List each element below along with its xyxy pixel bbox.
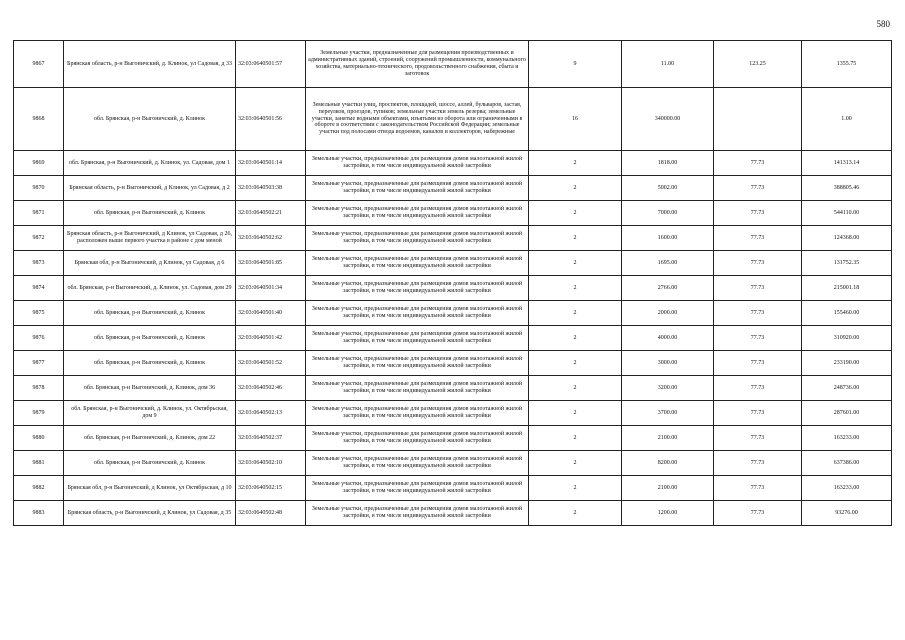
table-row (14, 376, 892, 401)
specific-value-cell: 77.73 (714, 276, 802, 301)
table-row (14, 151, 892, 176)
cadastral-number-cell: 32:03:0640501:56 (236, 88, 306, 151)
address-cell: обл. Брянская, р-н Выгоничский, д. Клинок, дом 22 (64, 426, 236, 451)
area-cell: 4000.00 (622, 326, 714, 351)
group-number-cell: 2 (529, 301, 622, 326)
area-cell: 7000.00 (622, 201, 714, 226)
land-use-cell: Земельные участки, предназначенные для размещения домов малоэтажной жилой застройки, в том числе индивидуальной жилой застройки (306, 151, 529, 176)
group-number-cell: 2 (529, 401, 622, 426)
row-number-cell: 9882 (14, 476, 64, 501)
cadastral-number-cell: 32:03:0640501:14 (236, 151, 306, 176)
row-number-cell: 9868 (14, 88, 64, 151)
cadastral-number-cell: 32:03:0640503:38 (236, 176, 306, 201)
land-use-cell: Земельные участки, предназначенные для размещения домов малоэтажной жилой застройки, в том числе индивидуальной жилой застройки (306, 501, 529, 526)
cadastral-number-cell: 32:03:0640501:52 (236, 351, 306, 376)
address-cell: Брянская область, р-н Выгоничский, д Клинок, ул Садовая, д 26, расположен выше первого участка в районе с дом меной (64, 226, 236, 251)
area-cell: 8200.00 (622, 451, 714, 476)
land-use-cell: Земельные участки, предназначенные для размещения домов малоэтажной жилой застройки, в том числе индивидуальной жилой застройки (306, 301, 529, 326)
cadastral-value-cell: 163233.00 (802, 476, 892, 501)
area-cell: 340000.00 (622, 88, 714, 151)
specific-value-cell: 77.73 (714, 326, 802, 351)
specific-value-cell: 77.73 (714, 401, 802, 426)
cadastral-number-cell: 32:03:0640501:85 (236, 251, 306, 276)
table-row (14, 401, 892, 426)
land-use-cell: Земельные участки, предназначенные для размещения производственных и административных зданий, строений, сооружений промышленности, коммунального хозяйства, материально-технического, продовольственного снабжения, сбыта и заготовок (306, 41, 529, 88)
cadastral-value-cell: 1355.75 (802, 41, 892, 88)
cadastral-value-cell: 233190.00 (802, 351, 892, 376)
specific-value-cell: 77.73 (714, 501, 802, 526)
cadastral-value-cell: 544110.00 (802, 201, 892, 226)
cadastral-number-cell: 32:03:0640502:48 (236, 501, 306, 526)
group-number-cell: 9 (529, 41, 622, 88)
row-number-cell: 9870 (14, 176, 64, 201)
table-row (14, 276, 892, 301)
row-number-cell: 9881 (14, 451, 64, 476)
table-row (14, 501, 892, 526)
specific-value-cell: 77.73 (714, 251, 802, 276)
area-cell: 2100.00 (622, 426, 714, 451)
address-cell: Брянская область, р-н Выгоничский, д Клинок, ул Садовая, д 2 (64, 176, 236, 201)
area-cell: 11.00 (622, 41, 714, 88)
cadastral-value-cell: 1.00 (802, 88, 892, 151)
cadastral-number-cell: 32:03:0640502:46 (236, 376, 306, 401)
row-number-cell: 9869 (14, 151, 64, 176)
table-row (14, 301, 892, 326)
group-number-cell: 2 (529, 226, 622, 251)
cadastral-number-cell: 32:03:0640502:21 (236, 201, 306, 226)
land-use-cell: Земельные участки, предназначенные для размещения домов малоэтажной жилой застройки, в том числе индивидуальной жилой застройки (306, 276, 529, 301)
table-row (14, 351, 892, 376)
specific-value-cell: 77.73 (714, 176, 802, 201)
address-cell: обл. Брянская, р-н Выгоничский, д. Клинок (64, 326, 236, 351)
table-body (14, 41, 892, 526)
row-number-cell: 9879 (14, 401, 64, 426)
address-cell: Брянская обл, р-н Выгоничский, д Клинок, ул Октябрьская, д 10 (64, 476, 236, 501)
cadastral-value-cell: 131752.35 (802, 251, 892, 276)
row-number-cell: 9876 (14, 326, 64, 351)
address-cell: Брянская обл, р-н Выгоничский, д Клинок, ул Садовая, д 6 (64, 251, 236, 276)
cadastral-value-cell: 215001.18 (802, 276, 892, 301)
area-cell: 3000.00 (622, 351, 714, 376)
row-number-cell: 9880 (14, 426, 64, 451)
specific-value-cell: 77.73 (714, 301, 802, 326)
table-row (14, 176, 892, 201)
table-row (14, 201, 892, 226)
land-use-cell: Земельные участки, предназначенные для размещения домов малоэтажной жилой застройки, в том числе индивидуальной жилой застройки (306, 226, 529, 251)
cadastral-value-table (13, 40, 892, 526)
specific-value-cell: 77.73 (714, 151, 802, 176)
row-number-cell: 9872 (14, 226, 64, 251)
area-cell: 1695.00 (622, 251, 714, 276)
address-cell: обл. Брянская, р-н Выгоничский, д. Клинок (64, 88, 236, 151)
land-use-cell: Земельные участки, предназначенные для размещения домов малоэтажной жилой застройки, в том числе индивидуальной жилой застройки (306, 426, 529, 451)
group-number-cell: 2 (529, 151, 622, 176)
address-cell: обл. Брянская, р-н Выгоничский, д. Клинок, ул. Садовая, дом 29 (64, 276, 236, 301)
group-number-cell: 2 (529, 451, 622, 476)
cadastral-number-cell: 32:03:0640502:13 (236, 401, 306, 426)
specific-value-cell: 77.73 (714, 376, 802, 401)
specific-value-cell (714, 88, 802, 151)
address-cell: обл. Брянская, р-н Выгоничский, д. Клинок (64, 201, 236, 226)
cadastral-value-cell: 388805.46 (802, 176, 892, 201)
area-cell: 3700.00 (622, 401, 714, 426)
cadastral-number-cell: 32:03:0640502:10 (236, 451, 306, 476)
address-cell: Брянская область, р-н Выгоничский, д Клинок, ул Садовая, д 35 (64, 501, 236, 526)
cadastral-number-cell: 32:03:0640501:57 (236, 41, 306, 88)
table-row (14, 451, 892, 476)
land-use-cell: Земельные участки, предназначенные для размещения домов малоэтажной жилой застройки, в том числе индивидуальной жилой застройки (306, 176, 529, 201)
address-cell: обл. Брянская, р-н Выгоничский, д. Клинок (64, 451, 236, 476)
group-number-cell: 16 (529, 88, 622, 151)
address-cell: обл. Брянская, р-н Выгоничский, д. Клинок, дом 36 (64, 376, 236, 401)
cadastral-number-cell: 32:03:0640502:15 (236, 476, 306, 501)
group-number-cell: 2 (529, 426, 622, 451)
group-number-cell: 2 (529, 176, 622, 201)
row-number-cell: 9883 (14, 501, 64, 526)
area-cell: 1200.00 (622, 501, 714, 526)
group-number-cell: 2 (529, 501, 622, 526)
land-use-cell: Земельные участки, предназначенные для размещения домов малоэтажной жилой застройки, в том числе индивидуальной жилой застройки (306, 476, 529, 501)
land-use-cell: Земельные участки, предназначенные для размещения домов малоэтажной жилой застройки, в том числе индивидуальной жилой застройки (306, 376, 529, 401)
table-row (14, 251, 892, 276)
specific-value-cell: 77.73 (714, 476, 802, 501)
address-cell: обл. Брянская, р-н Выгоничский, д. Клинок (64, 301, 236, 326)
specific-value-cell: 77.73 (714, 226, 802, 251)
area-cell: 1600.00 (622, 226, 714, 251)
group-number-cell: 2 (529, 476, 622, 501)
area-cell: 1818.00 (622, 151, 714, 176)
specific-value-cell: 77.73 (714, 426, 802, 451)
row-number-cell: 9871 (14, 201, 64, 226)
page-number: 580 (876, 19, 890, 29)
land-use-cell: Земельные участки, предназначенные для размещения домов малоэтажной жилой застройки, в том числе индивидуальной жилой застройки (306, 451, 529, 476)
cadastral-number-cell: 32:03:0640502:37 (236, 426, 306, 451)
cadastral-number-cell: 32:03:0640501:34 (236, 276, 306, 301)
specific-value-cell: 77.73 (714, 451, 802, 476)
group-number-cell: 2 (529, 251, 622, 276)
cadastral-number-cell: 32:03:0640501:40 (236, 301, 306, 326)
cadastral-value-cell: 287601.00 (802, 401, 892, 426)
cadastral-value-cell: 155460.00 (802, 301, 892, 326)
cadastral-value-cell: 637386.00 (802, 451, 892, 476)
cadastral-number-cell: 32:03:0640501:42 (236, 326, 306, 351)
land-use-cell: Земельные участки улиц, проспектов, площадей, шоссе, аллей, бульваров, застав, переулков, проездов, тупиков; земельные участки земель резерва; земельные участки, занятые водными объектами, изъятыми из оборота или ограниченными в обороте в соответствии с законодательством Российской Федерации; земельные участки под полосами отвода водоемов, каналов и коллекторов, набережные (306, 88, 529, 151)
area-cell: 5002.00 (622, 176, 714, 201)
row-number-cell: 9867 (14, 41, 64, 88)
table-row (14, 41, 892, 88)
table-row (14, 226, 892, 251)
cadastral-number-cell: 32:03:0640502:62 (236, 226, 306, 251)
row-number-cell: 9874 (14, 276, 64, 301)
cadastral-value-cell: 124368.00 (802, 226, 892, 251)
group-number-cell: 2 (529, 201, 622, 226)
specific-value-cell: 77.73 (714, 351, 802, 376)
table-row (14, 88, 892, 151)
cadastral-value-cell: 93276.00 (802, 501, 892, 526)
land-use-cell: Земельные участки, предназначенные для размещения домов малоэтажной жилой застройки, в том числе индивидуальной жилой застройки (306, 251, 529, 276)
row-number-cell: 9873 (14, 251, 64, 276)
row-number-cell: 9875 (14, 301, 64, 326)
group-number-cell: 2 (529, 376, 622, 401)
address-cell: Брянская область, р-н Выгоничский, д. Клинок, ул Садовая, д 33 (64, 41, 236, 88)
group-number-cell: 2 (529, 276, 622, 301)
row-number-cell: 9877 (14, 351, 64, 376)
cadastral-value-cell: 248736.00 (802, 376, 892, 401)
address-cell: обл. Брянская, р-н Выгоничский, д. Клинок, ул. Садовая, дом 1 (64, 151, 236, 176)
land-use-cell: Земельные участки, предназначенные для размещения домов малоэтажной жилой застройки, в том числе индивидуальной жилой застройки (306, 401, 529, 426)
area-cell: 3200.00 (622, 376, 714, 401)
table-row (14, 326, 892, 351)
address-cell: обл. Брянская, р-н Выгоничский, д. Клинок, ул. Октябрьская, дом 9 (64, 401, 236, 426)
group-number-cell: 2 (529, 326, 622, 351)
land-use-cell: Земельные участки, предназначенные для размещения домов малоэтажной жилой застройки, в том числе индивидуальной жилой застройки (306, 201, 529, 226)
specific-value-cell: 123.25 (714, 41, 802, 88)
row-number-cell: 9878 (14, 376, 64, 401)
specific-value-cell: 77.73 (714, 201, 802, 226)
group-number-cell: 2 (529, 351, 622, 376)
cadastral-value-cell: 141313.14 (802, 151, 892, 176)
area-cell: 2766.00 (622, 276, 714, 301)
table-row (14, 426, 892, 451)
table-row (14, 476, 892, 501)
cadastral-value-cell: 310920.00 (802, 326, 892, 351)
cadastral-value-cell: 163233.00 (802, 426, 892, 451)
address-cell: обл. Брянская, р-н Выгоничский, д. Клинок (64, 351, 236, 376)
area-cell: 2000.00 (622, 301, 714, 326)
land-use-cell: Земельные участки, предназначенные для размещения домов малоэтажной жилой застройки, в том числе индивидуальной жилой застройки (306, 351, 529, 376)
land-use-cell: Земельные участки, предназначенные для размещения домов малоэтажной жилой застройки, в том числе индивидуальной жилой застройки (306, 326, 529, 351)
area-cell: 2100.00 (622, 476, 714, 501)
